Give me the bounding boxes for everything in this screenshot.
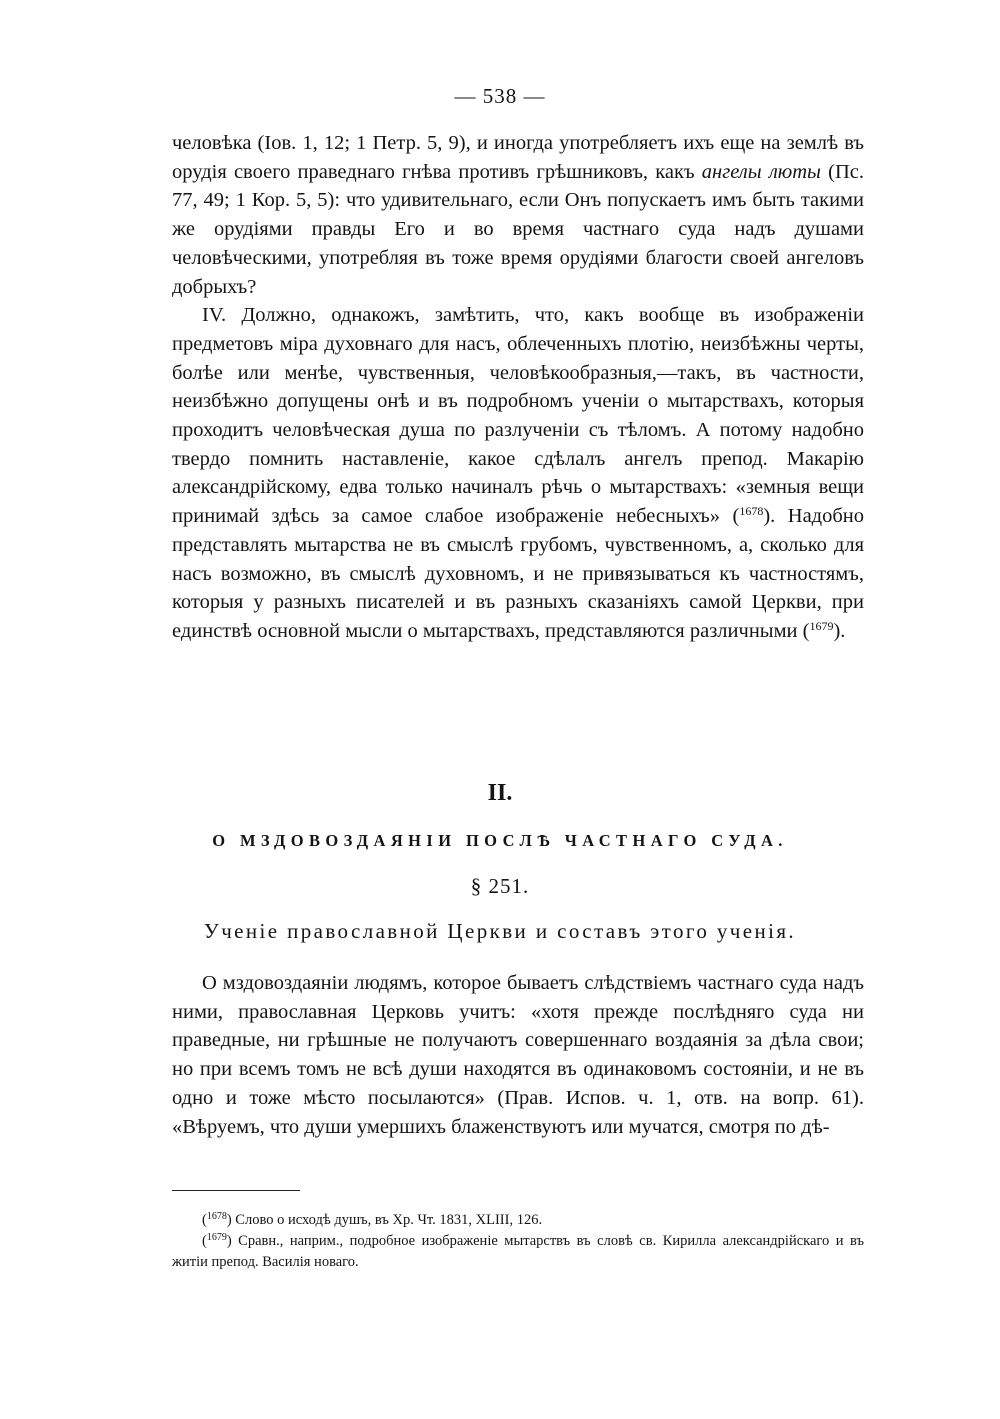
body-text-bottom — [172, 969, 864, 1141]
footnote-number: 1679 — [206, 1232, 227, 1243]
footnote: ($^{1679}$) Сравн., наприм., подробное изображеніе мытарствъ въ словѣ св. Кирилла александрійскаго и въ житіи препод. Василія новаго. — [172, 1232, 864, 1270]
footnote-ref: 1679 — [809, 618, 834, 633]
footnote-divider — [172, 1190, 300, 1191]
page-number: — 538 — — [454, 84, 546, 108]
paragraph-main: О мздовоздаяніи людямъ, которое бываетъ слѣдствіемъ частнагo суда надъ ними, православная Церковь учитъ: «хотя прежде послѣдняго суда ни праведные, ни грѣшные не получаютъ совершеннаго воздаянія за дѣла свои; но при всемъ томъ не всѣ души находятся въ одинаковомъ состояніи, и не въ одно и тоже мѣсто посылаются» (Прав. Испов. ч. 1, отв. на вопр. 61). «Вѣруемъ, что души умершихъ блаженствуютъ или мучатся, смотря по дѣ- — [172, 972, 864, 1138]
paragraph-iv: IV. Должно, однакожъ, замѣтить, что, какъ вообще въ изображеніи предметовъ міра духовнаго для насъ, облеченныхъ плотію, неизбѣжны черты, болѣе или менѣе, чувственныя, человѣкообразныя,—такъ, въ частности, неизбѣжно допущены онѣ и въ подробномъ ученіи о мытарствахъ, которыя проходитъ человѣческая душа по разлученіи съ тѣломъ. А потому надобно твердо помнить наставленіе, какое сдѣлалъ ангелъ препод. Макарію александрійскому, едва только начиналъ рѣчь о мытарствахъ: «земныя вещи принимай здѣсь за самое слабое изображеніе небесныхъ» ($^{1678}$). Надобно представлять мытарства не въ смыслѣ грубомъ, чувственномъ, а, сколько для насъ возможно, въ смыслѣ духовномъ, и не привязываться къ частностямъ, которыя у разныхъ писателей и въ разныхъ сказаніяхъ самой Церкви, при единствѣ основной мысли о мытарствахъ, представляются различными ($^{1679}$). — [172, 304, 865, 642]
quote-italic: ангелы люты — [701, 160, 821, 183]
footnote-number: 1678 — [206, 1211, 227, 1222]
paragraph-continuation: человѣка (Іов. 1, 12; 1 Петр. 5, 9), и иногда употребляетъ ихъ еще на землѣ въ орудія своего праведнаго гнѣва противъ грѣшниковъ, какъ ангелы люты (Пс. 77, 49; 1 Кор. 5, 5): что удивительнаго, если Онъ попускаетъ имъ быть такими же орудіями правды Его и во время частнагo суда надъ душами человѣческими, употребляя въ тоже время орудіями благости своей ангеловъ добрыхъ? — [172, 132, 864, 298]
footnotes — [172, 1210, 864, 1273]
section-number: II. — [487, 780, 513, 806]
footnote-ref: 1678 — [739, 504, 764, 519]
body-text-top — [172, 129, 864, 646]
section-subtitle: Ученіе православной Церкви и составъ этого ученія. — [203, 919, 797, 943]
footnote: ($^{1678}$) Слово о исходѣ душъ, въ Хр. Чт. 1831, XLIII, 126. — [202, 1211, 543, 1228]
paragraph-number: § 251. — [470, 874, 530, 898]
section-title: О МЗДОВОЗДАЯНІИ ПОСЛѢ ЧАСТНАГО СУДА. — [212, 831, 788, 850]
